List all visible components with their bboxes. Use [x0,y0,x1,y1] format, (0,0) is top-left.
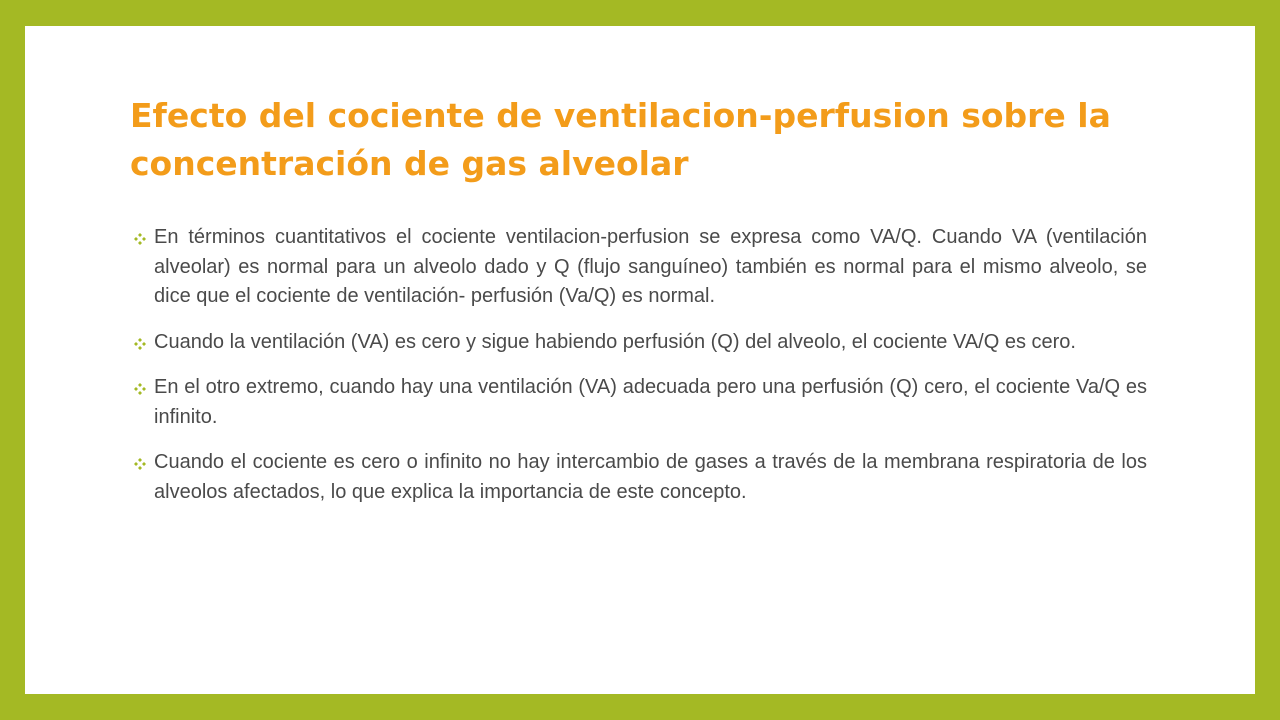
diamond-quad-bullet-icon [134,383,146,395]
bullet-item [130,328,1147,358]
diamond-quad-bullet-icon [134,458,146,470]
slide [25,26,1255,694]
bullet-text: En el otro extremo, cuando hay una ventilación (VA) adecuada pero una perfusión (Q) cero, el cociente Va/Q es infinito. [154,376,1147,428]
bullet-item [130,373,1147,432]
bullet-item [130,223,1147,312]
slide-title: Efecto del cociente de ventilacion-perfusion sobre la concentración de gas alveolar [130,96,1111,183]
diamond-quad-bullet-icon [134,233,146,245]
bullet-text: Cuando el cociente es cero o infinito no hay intercambio de gases a través de la membrana respiratoria de los alveolos afectados, lo que explica la importancia de este concepto. [154,451,1147,503]
bullet-item [130,448,1147,507]
bullet-list [130,223,1147,523]
bullet-text: Cuando la ventilación (VA) es cero y sigue habiendo perfusión (Q) del alveolo, el cociente VA/Q es cero. [154,330,1076,353]
diamond-quad-bullet-icon [134,338,146,350]
bullet-text: En términos cuantitativos el cociente ventilacion-perfusion se expresa como VA/Q. Cuando VA (ventilación alveolar) es normal para un alveolo dado y Q (flujo sanguíneo) también es normal para el mismo alveolo, se dice que el cociente de ventilación- perfusión (Va/Q) es normal. [154,226,1147,307]
